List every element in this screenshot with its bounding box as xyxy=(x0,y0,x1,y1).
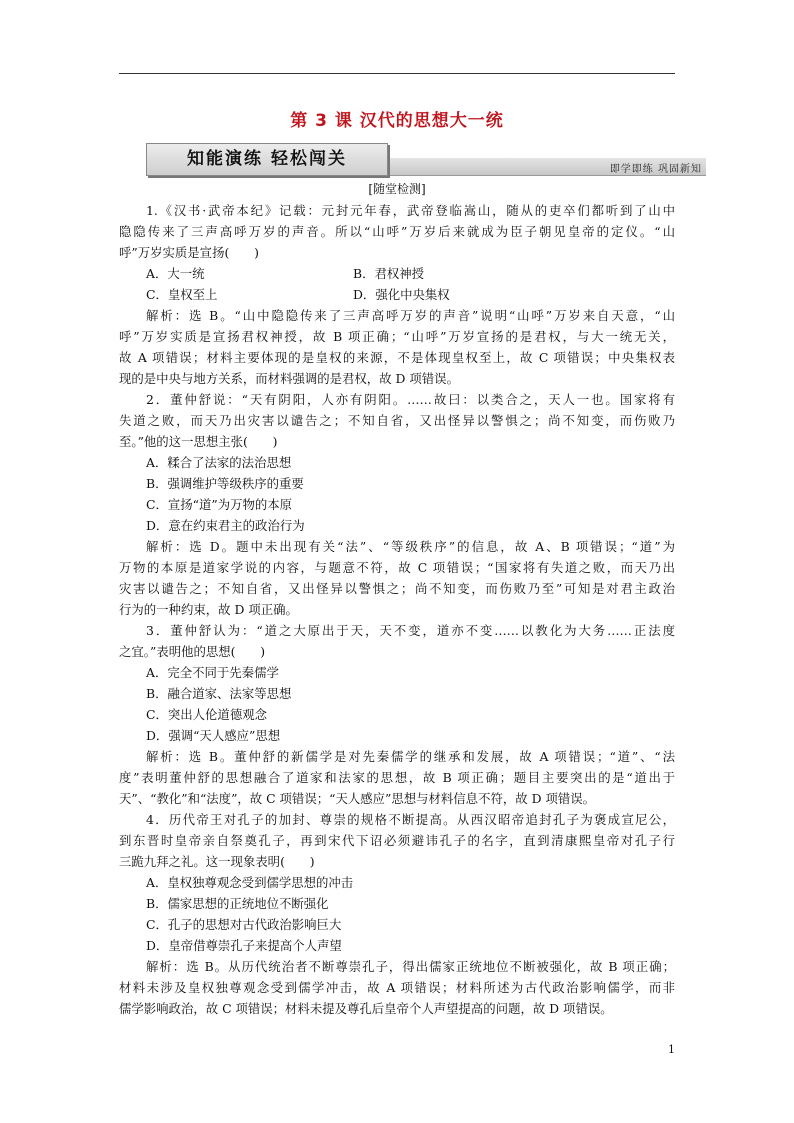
analysis-line: 现的是中央与地方关系，而材料强调的是君权，故 D 项错误。 xyxy=(119,371,459,386)
question-stem-line: 呼”万岁实质是宣扬( ) xyxy=(119,245,259,260)
question-4 xyxy=(119,809,675,1019)
question-stem-line: 之宜。”表明他的思想( ) xyxy=(119,644,266,659)
question-stem-line: 1.《汉书·武帝本纪》记载：元封元年春，武帝登临嵩山，随从的吏卒们都听到了山中 xyxy=(146,203,675,218)
question-stem-line: 隐隐传来了三声高呼万岁的声音。所以“山呼”万岁后来就成为臣子朝见皇帝的定仪。“山 xyxy=(119,224,675,239)
option-a: A．大一统 xyxy=(146,266,205,281)
option-row xyxy=(119,263,675,284)
question-stem-line: 2．董仲舒说：“天有阴阳，人亦有阴阳。……故曰：以类合之，天人一也。国家将有 xyxy=(146,392,675,407)
analysis-line: 灾害以谴告之；不知自省，又出怪异以警惧之；尚不知变，而伤败乃至”可知是对君主政治 xyxy=(119,581,675,596)
option-b: B．儒家思想的正统地位不断强化 xyxy=(146,896,329,911)
section-heading: [随堂检测] xyxy=(368,182,426,196)
question-stem-line: 到东晋时皇帝亲自祭奠孔子，再到宋代下诏必须避讳孔子的名字，直到清康熙皇帝对孔子行 xyxy=(119,833,675,848)
analysis-line: 解析：选 B。从历代统治者不断尊崇孔子，得出儒家正统地位不断被强化，故 B 项正确； xyxy=(146,959,675,974)
analysis-line: 行为的一种约束，故 D 项正确。 xyxy=(119,602,298,617)
option-c: C．宣扬“道”为万物的本原 xyxy=(146,497,293,512)
option-a: A．皇权独尊观念受到儒学思想的冲击 xyxy=(146,875,354,890)
option-a: A．糅合了法家的法治思想 xyxy=(146,455,292,470)
option-c: C．孔子的思想对古代政治影响巨大 xyxy=(146,917,342,932)
question-stem-line: 三跪九拜之礼。这一现象表明( ) xyxy=(119,854,315,869)
question-1 xyxy=(119,200,675,389)
question-stem-line: 失道之败，而天乃出灾害以谴告之；不知自省，又出怪异以警惧之；尚不知变，而伤败乃 xyxy=(119,413,675,428)
question-stem-line: 4．历代帝王对孔子的加封、尊崇的规格不断提高。从西汉昭帝追封孔子为褒成宣尼公， xyxy=(146,812,675,827)
option-c: C．突出人伦道德观念 xyxy=(146,707,267,722)
analysis-line: 解析：选 D。题中未出现有关“法”、“等级秩序”的信息，故 A、B 项错误；“道”为 xyxy=(146,539,675,554)
option-d: D．强化中央集权 xyxy=(353,287,450,302)
option-a: A．完全不同于先秦儒学 xyxy=(146,665,279,680)
top-rule xyxy=(119,73,675,74)
analysis-line: 度”表明董仲舒的思想融合了道家和法家的思想，故 B 项正确；题目主要突出的是“道出于 xyxy=(119,770,675,785)
banner-title: 知能演练 轻松闯关 xyxy=(187,149,347,169)
analysis-line: 儒学影响政治，故 C 项错误；材料未提及尊孔后皇帝个人声望提高的问题，故 D 项错误。 xyxy=(119,1001,613,1016)
option-b: B．融合道家、法家等思想 xyxy=(146,686,292,701)
question-stem-line: 3．董仲舒认为：“道之大原出于天，天不变，道亦不变……以教化为大务……正法度 xyxy=(146,623,675,638)
option-d: D．皇帝借尊崇孔子来提高个人声望 xyxy=(146,938,342,953)
option-b: B．君权神授 xyxy=(353,266,425,281)
option-d: D．强调“天人感应”思想 xyxy=(146,728,281,743)
analysis-line: 万物的本原是道家学说的内容，与题意不符，故 C 项错误；“国家将有失道之败，而天乃出 xyxy=(119,560,675,575)
question-stem-line: 至。”他的这一思想主张( ) xyxy=(119,434,278,449)
question-3 xyxy=(119,620,675,809)
strip-caption: 即学即练 巩固新知 xyxy=(609,164,702,175)
page-number: 1 xyxy=(668,1043,675,1056)
analysis-line: 解析：选 B。董仲舒的新儒学是对先秦儒学的继承和发展，故 A 项错误；“道”、“法 xyxy=(146,749,675,764)
option-b: B．强调维护等级秩序的重要 xyxy=(146,476,304,491)
document-body xyxy=(119,200,675,1019)
analysis-line: 故 A 项错误；材料主要体现的是皇权的来源，不是体现皇权至上，故 C 项错误；中央集权表 xyxy=(119,350,675,365)
analysis-line: 材料未涉及皇权独尊观念受到儒学冲击，故 A 项错误；材料所述为古代政治影响儒学，而非 xyxy=(119,980,675,995)
analysis-line: 天”、“教化”和“法度”，故 C 项错误；“天人感应”思想与材料信息不符，故 D 项错误。 xyxy=(119,791,596,806)
option-d: D．意在约束君主的政治行为 xyxy=(146,518,305,533)
option-c: C．皇权至上 xyxy=(146,287,218,302)
question-2 xyxy=(119,389,675,620)
option-row xyxy=(119,284,675,305)
analysis-line: 解析：选 B。“山中隐隐传来了三声高呼万岁的声音”说明“山呼”万岁来自天意，“山 xyxy=(146,308,675,323)
lesson-title: 第 3 课 汉代的思想大一统 xyxy=(290,111,504,131)
banner-box xyxy=(146,143,388,176)
analysis-line: 呼”万岁实质是宣扬君权神授，故 B 项正确；“山呼”万岁宣扬的是君权，与大一统无关， xyxy=(119,329,675,344)
